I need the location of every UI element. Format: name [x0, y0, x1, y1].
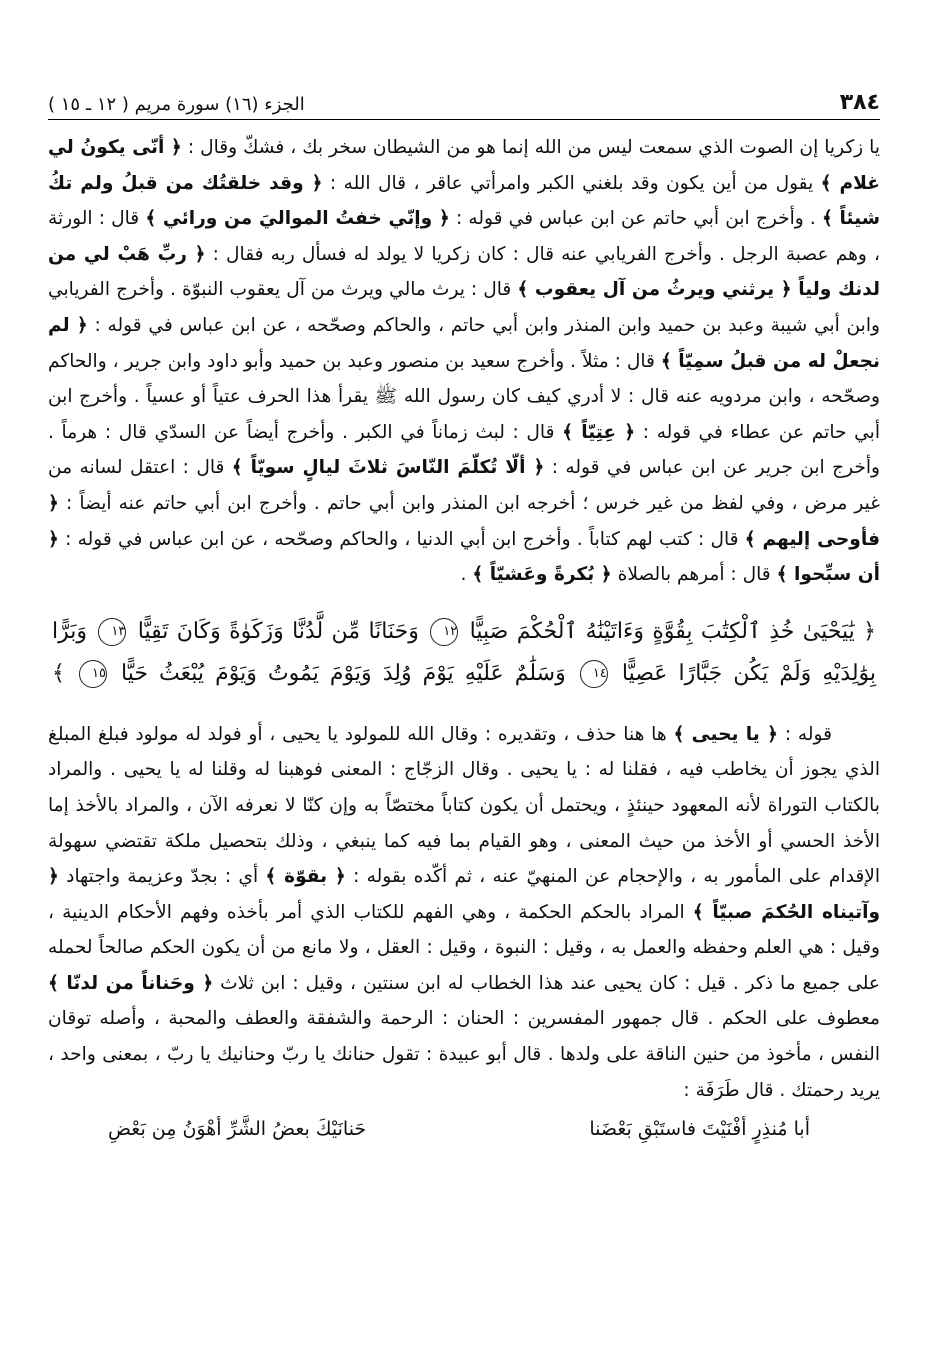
text-span: . وأخرج ابن أبي حاتم عن ابن عباس في قوله : [449, 208, 822, 230]
quran-quote: ﴿ لم نجعلْ له من قبلُ سمِيّاً ﴾ [48, 314, 880, 372]
quran-quote: ﴿ يا يحيى ﴾ [673, 723, 779, 745]
text-span: يا زكريا إن الصوت الذي سمعت ليس من الله إنما هو من الشيطان سخر بك ، فشكّ وقال : [181, 137, 880, 158]
text-span: قال : مثلاً . وأخرج سعيد بن منصور وعبد بن حميد وأبو داود وابن جرير ، والحاكم وصحّحه ، وابن مردويه عنه قال : لا أدري كيف كان رسول الله ﷺ يقرأ هذا الحرف عتياً أو عسياً . وأخرج ابن أبي حاتم عن عطاء في قوله : [48, 350, 880, 443]
quran-quote: ﴿ بُكرةً وعَشيّاً ﴾ [472, 564, 612, 586]
quran-quote: ﴿ ألّا تُكلّمَ النّاسَ ثلاثَ ليالٍ سويّاً ﴾ [231, 457, 545, 479]
text-span: قوله : [778, 723, 832, 745]
text-span: أي : بجدّ وعزيمة واجتهاد [58, 866, 266, 888]
text-span: قال : لبث زماناً في الكبر . وأخرج أيضاً عن السدّي قال : هرماً . وأخرج ابن جرير عن ابن عباس في قوله : [48, 421, 881, 479]
text-span: قال : الورثة ، وهم عصبة الرجل . وأخرج الفريابي عنه قال : كان زكريا لا يولد له فسأل ربه فقال : [48, 208, 880, 265]
text-span: المراد بالحكم الحكمة ، وهي الفهم للكتاب الذي أمر بأخذه وفهم الأحكام الدينية ، وقيل : هي العلم وحفظه والعمل به ، وقيل : النبوة ، وقيل : العقل ، ولا مانع من أن يكون الحكم صالحاً لحمله على جميع ما ذكر . قيل : كان يحيى عند هذا الخطاب له ابن سنتين ، وقيل : ابن ثلاث [48, 901, 880, 994]
verse-number-marker: ١٥ [79, 660, 107, 688]
text-span: . [460, 564, 473, 586]
text-span: قال : كتب لهم كتاباً . وأخرج ابن أبي الدنيا ، والحاكم وصحّحه ، عن ابن عباس في قوله : [58, 528, 745, 550]
quran-quote: ﴿ عِتِيّاً ﴾ [562, 421, 636, 443]
text-span: معطوف على الحكم . قال جمهور المفسرين : الحنان : الرحمة والشفقة والعطف والمحبة ، وأصله توقان النفس ، مأخوذ من حنين الناقة على ولدها . قال أبو عبيدة : تقول حنانك يا ربّ وحنانيك يا ربّ ، بمعنى واحد ، يريد رحمتك . قال طَرَفَة : [48, 1008, 880, 1101]
commentary-paragraph-2 [48, 717, 880, 1109]
poem-hemistich-2: حَنانَيْكَ بعضُ الشَّرِّ أهْوَنُ مِن بَعْضِ [108, 1118, 367, 1141]
quran-quote: ﴿ وإنّي خفتُ المواليَ من ورائي ﴾ [145, 208, 450, 230]
quran-quote: ﴿ بقوّة ﴾ [265, 866, 346, 888]
commentary-paragraph-1 [48, 130, 880, 593]
quran-quote: ﴿ وحَناناً من لدنّا ﴾ [48, 972, 214, 994]
verse-text: ﴿ يَٰيَحْيَىٰ خُذِ ٱلْكِتَٰبَ بِقُوَّةٍ وَءَاتَيْنَٰهُ ٱلْحُكْمَ صَبِيًّا [469, 618, 876, 644]
verse-text: وَبَرًّا بِوَٰلِدَيْهِ وَلَمْ يَكُن جَبَّارًا عَصِيًّا [52, 618, 877, 686]
text-span: يقول من أين يكون وقد بلغني الكبر وامرأتي عاقر ، قال الله : [322, 172, 821, 194]
text-span: قال : أمرهم بالصلاة [611, 564, 777, 586]
poem-hemistich-1: أبا مُنذِرٍ أفْنَيْتَ فاستَبْقِ بَعْضَنا [589, 1118, 810, 1141]
page-number: ٣٨٤ [839, 90, 880, 115]
running-title: الجزء (١٦) سورة مريم ( ١٢ ـ ١٥ ) [48, 94, 305, 115]
quran-quote: ﴿ أنّى يكونُ لي غلام ﴾ [48, 137, 880, 194]
verse-number-marker: ١٤ [580, 660, 608, 688]
verse-text: وَحَنَانًا مِّن لَّدُنَّا وَزَكَوٰةً وَكَانَ تَقِيًّا [137, 618, 419, 644]
text-span: ها هنا حذف ، وتقديره : وقال الله للمولود يا يحيى ، أو فولد له مولود فبلغ المبلغ الذي يجوز أن يخاطب فيه ، فقلنا له : يا يحيى . وقال الزجّاج : المعنى فوهبنا له وقلنا له يا يحيى . والمراد بالكتاب التوراة لأنه المعهود حينئذٍ ، ويحتمل أن يكون كتاباً مختصّاً به وإن كنّا لا نعرفه الآن ، والمراد بالأخذ إما الأخذ الحسي أو الأخذ من حيث المعنى ، وهو القيام بما فيه كما ينبغي ، وذلك بتحصيل ملكة تقتضي سهولة الإقدام على المأمور به ، والإحجام عن المنهيّ عنه ، ثم أكّده بقوله : [48, 723, 880, 888]
page-header [48, 90, 880, 120]
quran-quote: ﴿ فأوحى إليهم ﴾ [48, 492, 880, 550]
page [48, 90, 880, 1146]
quran-quote: ﴿ ربِّ هَبْ لي من لدنك ولياً ﴿ يرثني ويرثُ من آل يعقوب ﴾ [48, 243, 880, 301]
poetry-verse [48, 1112, 880, 1146]
quran-quote: ﴿ أن سبِّحوا ﴾ [48, 528, 880, 586]
quran-verse-block [48, 611, 880, 695]
quran-quote: ﴿ وآتيناه الحُكمَ صبيّاً ﴾ [48, 866, 880, 923]
text-span: قال : يرث مالي ويرث من آل يعقوب النبوّة . وأخرج الفريابي وابن أبي شيبة وعبد بن حميد وابن المنذر وابن أبي حاتم ، والحاكم وصحّحه ، عن ابن عباس في قوله : [48, 279, 880, 336]
verse-number-marker: ١٢ [430, 618, 458, 646]
verse-number-marker: ١٣ [98, 618, 126, 646]
verse-close-bracket: ﴾ [52, 660, 65, 686]
verse-text: وَسَلَٰمٌ عَلَيْهِ يَوْمَ وُلِدَ وَيَوْمَ يَمُوتُ وَيَوْمَ يُبْعَثُ حَيًّا [121, 660, 566, 686]
quran-quote: ﴿ وقد خلقتُك من قبلُ ولم تكُ شيئاً ﴾ [48, 172, 880, 230]
text-span: قال : اعتقل لسانه من غير مرض ، وفي لفظ من غير خرس ؛ أخرجه ابن المنذر وابن أبي حاتم . وأخرج ابن أبي حاتم عنه أيضاً : [48, 457, 880, 514]
